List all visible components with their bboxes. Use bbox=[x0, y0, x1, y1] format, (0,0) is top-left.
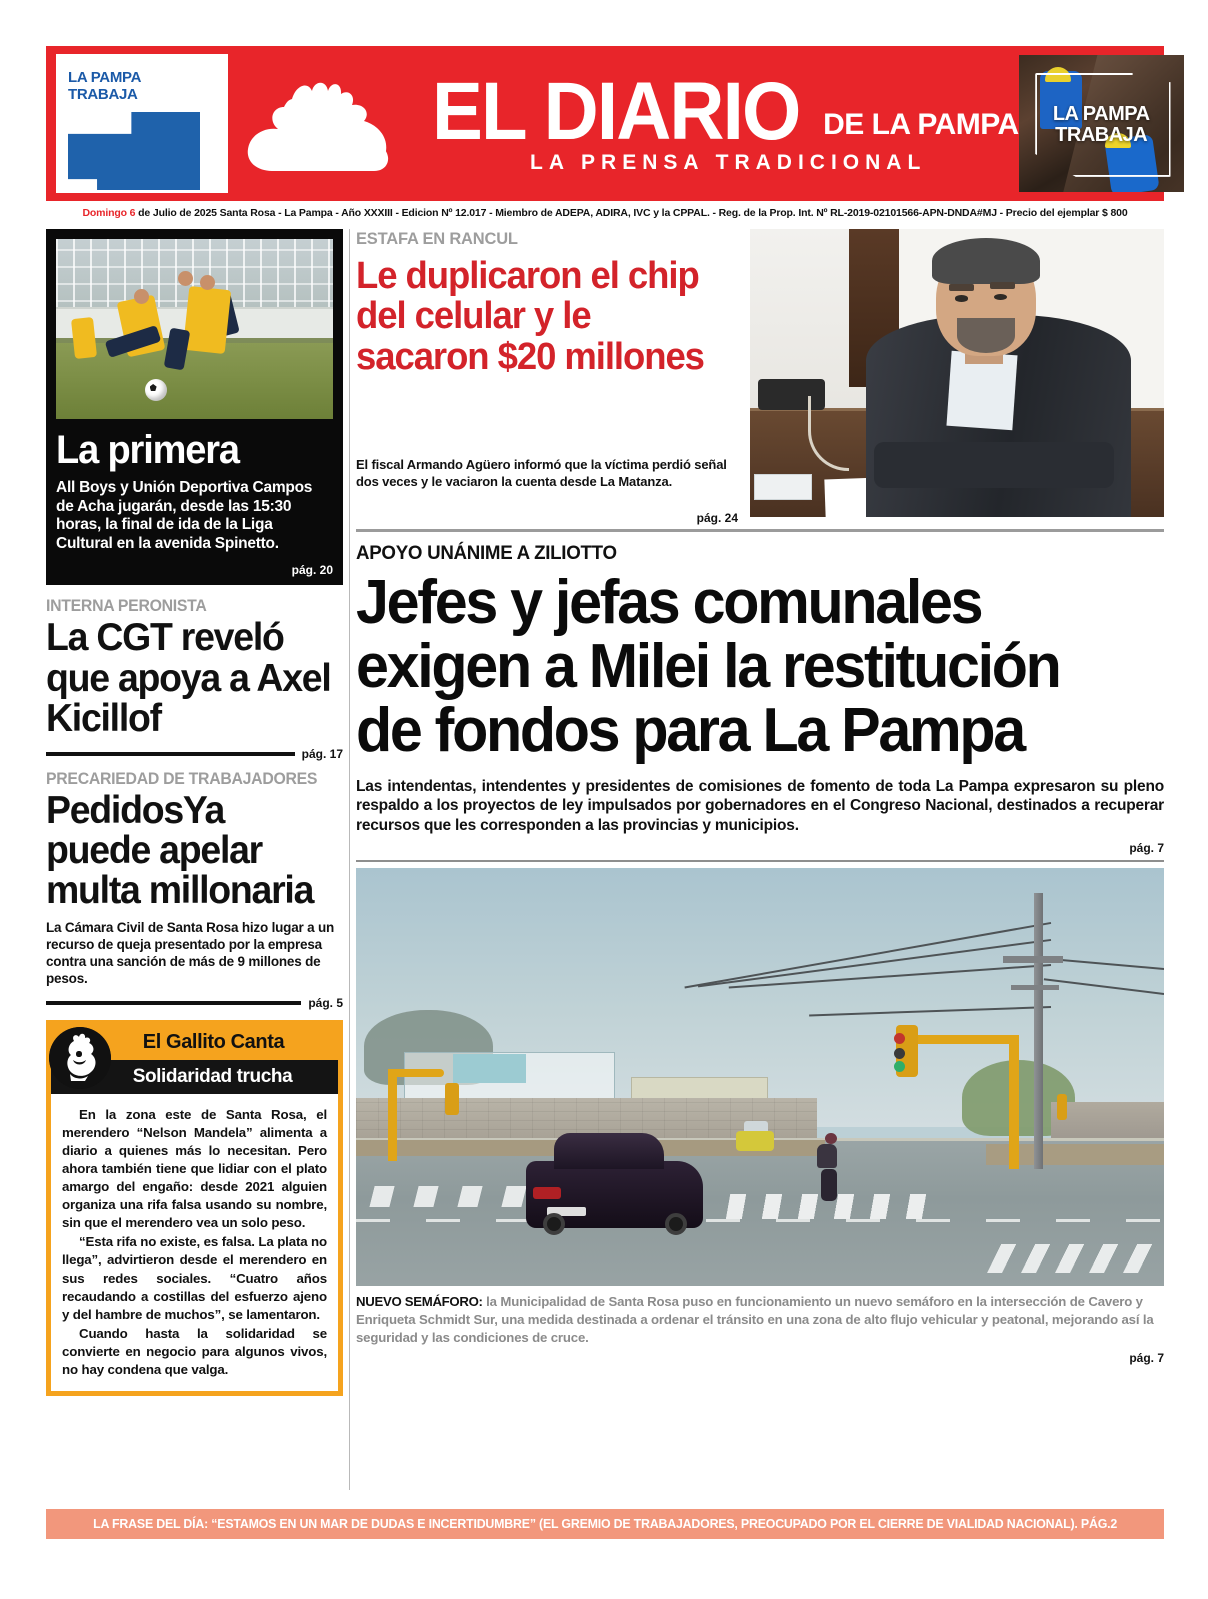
sports-feature-box[interactable] bbox=[46, 229, 343, 585]
story-main-page-ref: pág. 7 bbox=[1129, 841, 1164, 856]
story-cgt-rule-row bbox=[46, 747, 343, 761]
sports-page-ref: pág. 20 bbox=[291, 563, 333, 578]
ad-line1: LA PAMPA bbox=[1052, 103, 1150, 126]
newspaper-title-suffix: DE LA PAMPA bbox=[823, 108, 1019, 142]
footer-quote-banner[interactable] bbox=[46, 1509, 1164, 1539]
photo-car-wheel bbox=[543, 1213, 565, 1235]
ad-line2: TRABAJA bbox=[1055, 123, 1148, 146]
photo-lane-markings bbox=[356, 1219, 1164, 1222]
story-pedidosya[interactable] bbox=[46, 770, 343, 1010]
photo-grass bbox=[56, 343, 333, 419]
story-main-headline: Jefes y jefas comunales exigen a Milei la restitución de fondos para La Pampa bbox=[356, 568, 1060, 765]
gallito-paragraph: En la zona este de Santa Rosa, el merendero “Nelson Mandela” alimenta a diario a quienes más lo necesitan. Pero ahora también tiene que lidiar con el plato amargo del engaño: desde 2021 alguien organiza una rifa falsa usando su nombre, sin que el merendero vea un solo peso. bbox=[62, 1106, 327, 1231]
photo-head-b bbox=[200, 275, 215, 290]
story-cgt-kicker: INTERNA PERONISTA bbox=[46, 597, 207, 616]
story-cgt[interactable] bbox=[46, 597, 343, 760]
gov-logo-line2: TRABAJA bbox=[68, 85, 138, 103]
dateline-rest: de Julio de 2025 Santa Rosa - La Pampa - Año XXXIII - Edicion Nº 12.017 - Miembro de ADEPA, ADIRA, IVC y la CPPAL. - Reg. de la Prop. Int. Nº RL-2019-02101566-APN-DNDA#MJ - Precio del ejemplar $ 800 bbox=[138, 207, 1128, 219]
photo-player-b bbox=[183, 286, 231, 354]
column-divider bbox=[349, 229, 350, 1490]
story-estafa[interactable] bbox=[356, 229, 1164, 525]
masthead-title-row bbox=[432, 65, 1019, 157]
gallito-brand: El Gallito Canta bbox=[142, 1030, 285, 1053]
gallito-paragraph: “Esta rifa no existe, es falsa. La plata no llega”, advirtieron desde el merendero en sus redes sociales. “Cuatro años recaudando a costillas del esfuerzo ajeno y del hambre de muchos”, se lamentaron. bbox=[62, 1234, 327, 1322]
story-estafa-photo bbox=[750, 229, 1164, 517]
rule-bar bbox=[46, 752, 295, 756]
story-main-rule bbox=[356, 860, 1164, 862]
gov-logo-line1: LA PAMPA bbox=[68, 69, 142, 86]
photo-soccer-ball-icon bbox=[145, 379, 167, 401]
left-column bbox=[46, 229, 343, 1396]
photo-player-c bbox=[71, 317, 97, 359]
story-pedidosya-rule-row bbox=[46, 996, 343, 1010]
gallito-body bbox=[51, 1094, 338, 1391]
photo-yellow-vehicle-cab bbox=[744, 1121, 768, 1131]
masthead-title-wrap bbox=[432, 65, 1019, 176]
rooster-icon bbox=[49, 1027, 111, 1089]
caldenia-bird-logo-icon bbox=[238, 79, 418, 175]
caption-page-ref: pág. 7 bbox=[1129, 1350, 1164, 1365]
footer-quote-text: LA FRASE DEL DÍA: “ESTAMOS EN UN MAR DE DUDAS E INCERTIDUMBRE” (EL GREMIO DE TRABAJADORES, PREOCUPADO POR EL CIERRE DE VIALIDAD NACIONAL). PÁG.2 bbox=[93, 1517, 1117, 1531]
right-column bbox=[356, 229, 1164, 1365]
photo-person-hair bbox=[932, 238, 1040, 284]
street-photo-caption bbox=[356, 1293, 1164, 1346]
photo-pole-crossarm bbox=[1011, 985, 1059, 990]
photo-yellow-vehicle bbox=[736, 1131, 774, 1151]
photo-traffic-light-icon-3 bbox=[1057, 1094, 1067, 1120]
photo-pole-crossarm bbox=[1003, 956, 1063, 963]
story-pedidosya-kicker: PRECARIEDAD DE TRABAJADORES bbox=[46, 769, 318, 788]
photo-person-beard bbox=[957, 318, 1015, 353]
sports-photo bbox=[56, 239, 333, 419]
photo-car bbox=[526, 1161, 704, 1228]
story-main[interactable] bbox=[356, 542, 1164, 1365]
photo-traffic-signal-pole bbox=[1009, 1035, 1019, 1169]
story-estafa-headline: Le duplicaron el chip del celular y le sacaron $20 millones bbox=[356, 255, 704, 378]
story-pedidosya-headline: PedidosYa puede apelar multa millonaria bbox=[46, 788, 314, 913]
gov-logo-shape bbox=[68, 112, 200, 190]
government-logo-box bbox=[56, 54, 228, 193]
story-cgt-headline: La CGT reveló que apoya a Axel Kicillof bbox=[46, 616, 331, 740]
photo-utility-pole bbox=[1034, 893, 1043, 1169]
photo-person-eye-left bbox=[955, 295, 968, 301]
masthead bbox=[46, 46, 1164, 201]
story-estafa-body: El fiscal Armando Agüero informó que la víctima perdió señal dos veces y le vaciaron la cuenta desde La Matanza. bbox=[356, 457, 727, 489]
story-main-lede: Las intendentas, intendentes y presidentes de comisiones de fomento de toda La Pampa expresaron su pleno respaldo a los proyectos de ley impulsados por gobernadores en el Congreso Nacional, destinados a recuperar recursos que les corresponden a las provincias y municipios. bbox=[356, 777, 1164, 835]
photo-billboard bbox=[453, 1054, 526, 1083]
dateline bbox=[46, 203, 1164, 223]
dateline-day: Domingo 6 bbox=[82, 207, 136, 219]
photo-car-wheel bbox=[665, 1213, 687, 1235]
photo-head-a bbox=[134, 289, 149, 304]
masthead-center bbox=[228, 46, 1019, 201]
gallito-paragraph: Cuando hasta la solidaridad se convierte en negocio para algunos vivos, no hay condena que valga. bbox=[62, 1325, 327, 1377]
photo-traffic-signal-pole-2 bbox=[388, 1069, 397, 1161]
street-photo bbox=[356, 868, 1164, 1286]
gallito-column-box[interactable] bbox=[46, 1020, 343, 1396]
photo-person-brow-right bbox=[990, 282, 1015, 289]
masthead-advertisement[interactable] bbox=[1019, 55, 1184, 192]
newspaper-title: EL DIARIO bbox=[432, 65, 800, 157]
photo-person-brow-left bbox=[949, 284, 974, 291]
photo-tissue-box bbox=[754, 474, 812, 500]
story-cgt-page-ref: pág. 17 bbox=[301, 746, 343, 761]
ad-text bbox=[1019, 104, 1184, 145]
photo-motorcycle bbox=[821, 1169, 837, 1201]
caption-label: NUEVO SEMÁFORO: bbox=[356, 1294, 483, 1310]
government-logo-text bbox=[68, 70, 141, 104]
sports-body: All Boys y Unión Deportiva Campos de Acha jugarán, desde las 15:30 horas, la final de ida de la Liga Cultural en la avenida Spinetto. bbox=[56, 479, 313, 552]
caption-text: la Municipalidad de Santa Rosa puso en funcionamiento un nuevo semáforo en la intersección de Cavero y Enriqueta Schmidt Sur, una medida destinada a ordenar el tránsito en una zona de alto flujo vehicular y peatonal, mejorando así la seguridad y las condiciones de cruce. bbox=[356, 1294, 1154, 1345]
photo-motorcycle-rider bbox=[817, 1144, 837, 1168]
sports-headline: La primera bbox=[56, 428, 239, 472]
gallito-subtitle: Solidaridad trucha bbox=[132, 1065, 293, 1087]
story-estafa-page-ref: pág. 24 bbox=[696, 511, 738, 525]
photo-car-taillight bbox=[533, 1187, 561, 1199]
story-estafa-kicker: ESTAFA EN RANCUL bbox=[356, 229, 518, 248]
story-estafa-text bbox=[356, 229, 738, 525]
photo-person-arms bbox=[874, 442, 1114, 488]
newspaper-tagline: LA PRENSA TRADICIONAL bbox=[530, 151, 927, 175]
rule-bar bbox=[46, 1001, 301, 1005]
story-pedidosya-body: La Cámara Civil de Santa Rosa hizo lugar a un recurso de queja presentado por la empresa contra una sanción de más de 9 millones de pesos. bbox=[46, 920, 335, 986]
photo-crosswalk-right bbox=[987, 1244, 1163, 1273]
photo-traffic-light-icon-2 bbox=[445, 1083, 459, 1115]
section-rule bbox=[356, 529, 1164, 532]
story-main-kicker: APOYO UNÁNIME A ZILIOTTO bbox=[356, 542, 617, 564]
story-pedidosya-page-ref: pág. 5 bbox=[308, 995, 343, 1010]
